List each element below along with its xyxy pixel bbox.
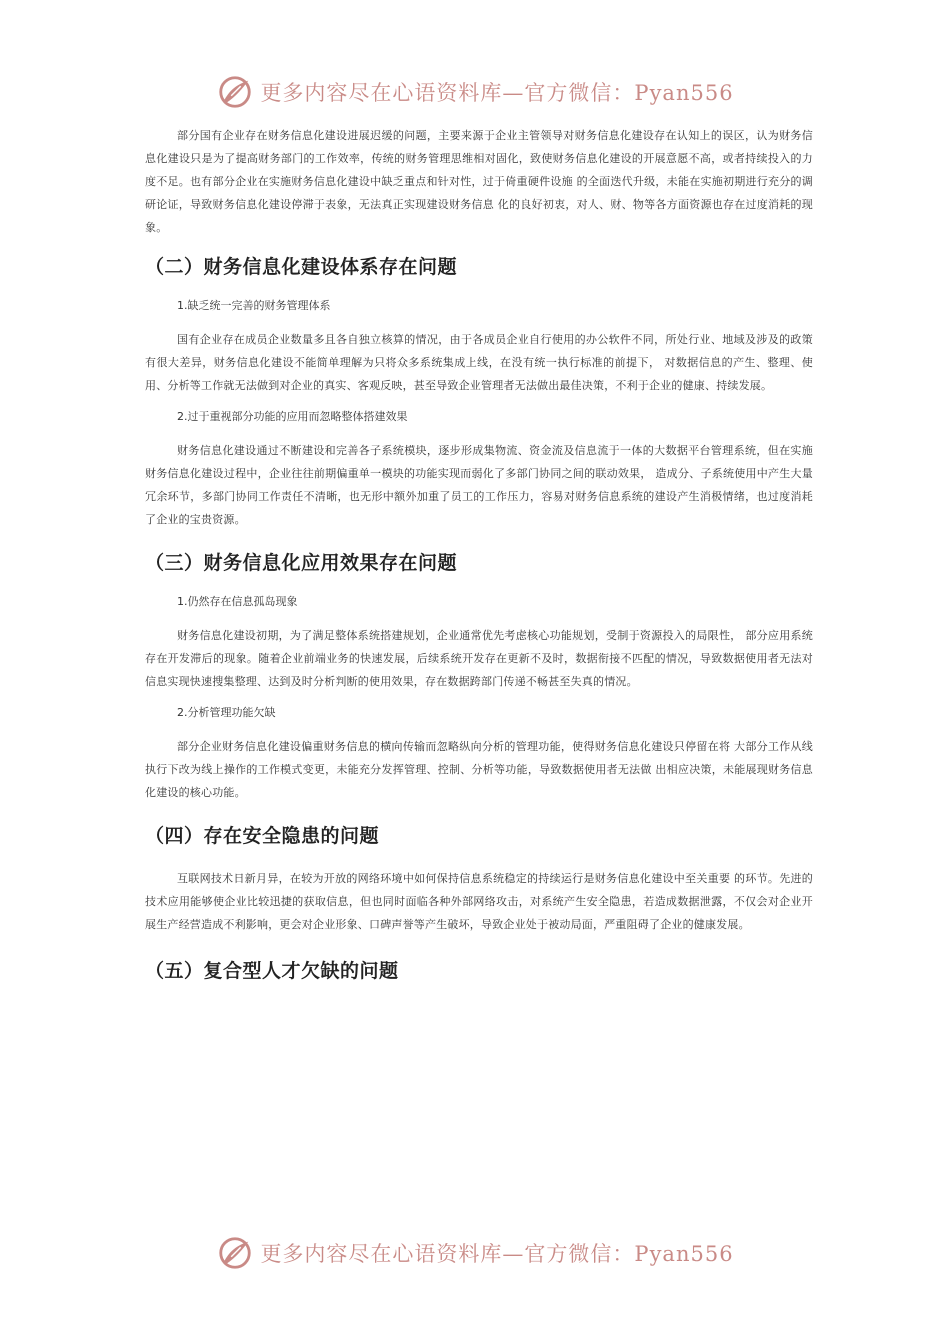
section-heading: （二）财务信息化建设体系存在问题: [145, 256, 458, 278]
footer-banner: [0, 1233, 950, 1273]
subsection-heading: 2.过于重视部分功能的应用而忽略整体搭建效果: [177, 410, 408, 423]
section-heading: （四）存在安全隐患的问题: [145, 825, 380, 847]
article-body: [145, 124, 813, 984]
subsection-heading: 1.缺乏统一完善的财务管理体系: [177, 299, 331, 312]
paragraph: 部分国有企业存在财务信息化建设进展迟缓的问题，主要来源于企业主管领导对财务信息化建设存在认知上的误区，认为财务信息化建设只是为了提高财务部门的工作效率，传统的财务管理思维相对固化，致使财务信息化建设的开展意愿不高，或者持续投入的力度不足。也有部分企业在实施财务信息化建设中缺乏重点和针对性，过于倚重硬件设施 的全面迭代升级，未能在实施初期进行充分的调研论证，导致财务信息化建设停滞于表象，无法真正实现建设财务信息 化的良好初衷，对人、财、物等各方面资源也存在过度消耗的现象。: [145, 129, 813, 234]
header-banner: [0, 72, 950, 112]
banner-text: 更多内容尽在心语资料库—官方微信：Pyan556: [260, 1242, 734, 1266]
banner-text: 更多内容尽在心语资料库—官方微信：Pyan556: [260, 81, 734, 105]
section-heading: （三）财务信息化应用效果存在问题: [145, 552, 458, 574]
leaf-logo-icon: [216, 1234, 254, 1272]
leaf-logo-icon: [216, 73, 254, 111]
paragraph: 财务信息化建设初期，为了满足整体系统搭建规划，企业通常优先考虑核心功能规划，受制于资源投入的局限性， 部分应用系统存在开发滞后的现象。随着企业前端业务的快速发展，后续系统开发存在更新不及时，数据衔接不匹配的情况，导致数据使用者无法对信息实现快速搜集整理、达到及时分析判断的使用效果，存在数据跨部门传递不畅甚至失真的情况。: [145, 629, 813, 688]
paragraph: 部分企业财务信息化建设偏重财务信息的横向传输而忽略纵向分析的管理功能，使得财务信息化建设只停留在将 大部分工作从线执行下改为线上操作的工作模式变更，未能充分发挥管理、控制、分析等功能，导致数据使用者无法做 出相应决策，未能展现财务信息化建设的核心功能。: [145, 740, 813, 799]
subsection-heading: 1.仍然存在信息孤岛现象: [177, 595, 298, 608]
section-heading: （五）复合型人才欠缺的问题: [145, 960, 399, 982]
paragraph: 国有企业存在成员企业数量多且各自独立核算的情况，由于各成员企业自行使用的办公软件不同，所处行业、地域及涉及的政策有很大差异，财务信息化建设不能简单理解为只将众多系统集成上线，在没有统一执行标准的前提下， 对数据信息的产生、整理、使用、分析等工作就无法做到对企业的真实、客观反映，甚至导致企业管理者无法做出最佳决策，不利于企业的健康、持续发展。: [145, 333, 813, 392]
paragraph: 财务信息化建设通过不断建设和完善各子系统模块，逐步形成集物流、资金流及信息流于一体的大数据平台管理系统，但在实施财务信息化建设过程中，企业往往前期偏重单一模块的功能实现而弱化了多部门协同之间的联动效果， 造成分、子系统使用中产生大量冗余环节，多部门协同工作责任不清晰，也无形中额外加重了员工的工作压力，容易对财务信息系统的建设产生消极情绪，也过度消耗了企业的宝贵资源。: [145, 444, 813, 526]
paragraph: 互联网技术日新月异，在较为开放的网络环境中如何保持信息系统稳定的持续运行是财务信息化建设中至关重要 的环节。先进的技术应用能够使企业比较迅捷的获取信息，但也同时面临各种外部网络攻击，对系统产生安全隐患，若造成数据泄露，不仅会对企业开展生产经营造成不利影响，更会对企业形象、口碑声誉等产生破坏，导致企业处于被动局面，严重阻碍了企业的健康发展。: [145, 872, 813, 931]
subsection-heading: 2.分析管理功能欠缺: [177, 706, 276, 719]
